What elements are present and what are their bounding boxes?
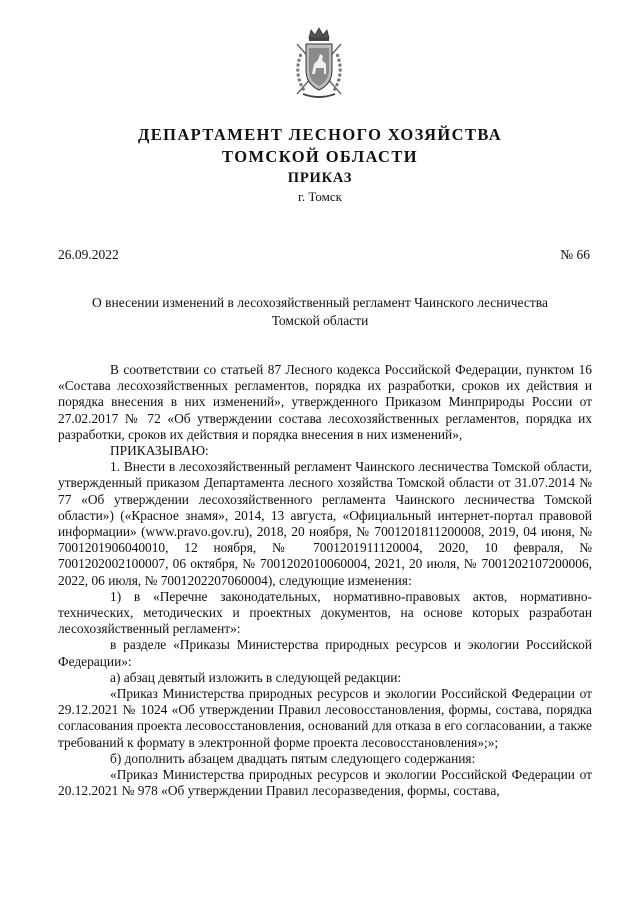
- department-name-line1: ДЕПАРТАМЕНТ ЛЕСНОГО ХОЗЯЙСТВА: [137, 125, 503, 144]
- body-paragraph: 1. Внести в лесохозяйственный регламент Чаинского лесничества Томской области, утвержденный приказом Департамента лесного хозяйства Томской области от 31.07.2014 № 77 «Об утверждении лесохозяйственного регламента Чаинского лесничества Томской области») («Красное знамя», 2014, 13 августа, «Официальный интернет-портал правовой информации» (www.pravo.gov.ru), 2018, 20 ноября, № 7001201811200008, 2019, 04 июня, № 7001201906040010, 12 ноября, № 7001201911120004, 2020, 10 февраля, № 7001202002100007, 06 октября, № 7001202010060004, 2021, 20 июля, № 7001202107200006, 2022, 06 июля, № 7001202207060004), следующие изменения:: [58, 459, 592, 588]
- document-subject: О внесении изменений в лесохозяйственный регламент Чаинского лесничества Томской области: [92, 295, 548, 328]
- tomsk-region-coat-of-arms-icon: [289, 24, 349, 104]
- body-paragraph: в разделе «Приказы Министерства природных ресурсов и экологии Российской Федерации»:: [58, 637, 592, 669]
- document-number: № 66: [560, 247, 590, 262]
- document-date: 26.09.2022: [58, 247, 119, 262]
- body-paragraph: «Приказ Министерства природных ресурсов и экологии Российской Федерации от 29.12.2021 № 1024 «Об утверждении Правил лесовосстановления, формы, состава, порядка согласования проекта лесовосстановления, оснований для отказа в его согласовании, а также требований к формату в электронной форме проекта лесовосстановления»;»;: [58, 686, 592, 750]
- document-type: ПРИКАЗ: [287, 170, 353, 186]
- body-paragraph: ПРИКАЗЫВАЮ:: [110, 443, 209, 459]
- document-body: [58, 362, 592, 799]
- body-paragraph: б) дополнить абзацем двадцать пятым следующего содержания:: [110, 750, 476, 766]
- coat-of-arms-graphic: [289, 24, 349, 104]
- body-paragraph: а) абзац девятый изложить в следующей редакции:: [110, 669, 402, 685]
- body-paragraph: 1) в «Перечне законодательных, нормативно-правовых актов, нормативно-технических, методических и проектных документов, на основе которых разработан лесохозяйственный регламент»:: [58, 588, 592, 637]
- body-paragraph: В соответствии со статьей 87 Лесного кодекса Российской Федерации, пунктом 16 «Состава лесохозяйственных регламентов, порядка их разработки, сроков их действия и порядка внесения в них изменений», утвержденного Приказом Минприроды России от 27.02.2017 № 72 «Об утверждении состава лесохозяйственных регламентов, порядка их разработки, сроков их действия и порядка внесения в них изменений»,: [58, 362, 592, 442]
- department-name-line2: ТОМСКОЙ ОБЛАСТИ: [222, 147, 418, 166]
- body-paragraph: «Приказ Министерства природных ресурсов и экологии Российской Федерации от 20.12.2021 № 978 «Об утверждении Правил лесоразведения, формы, состава,: [58, 767, 592, 799]
- city-name: г. Томск: [298, 189, 342, 204]
